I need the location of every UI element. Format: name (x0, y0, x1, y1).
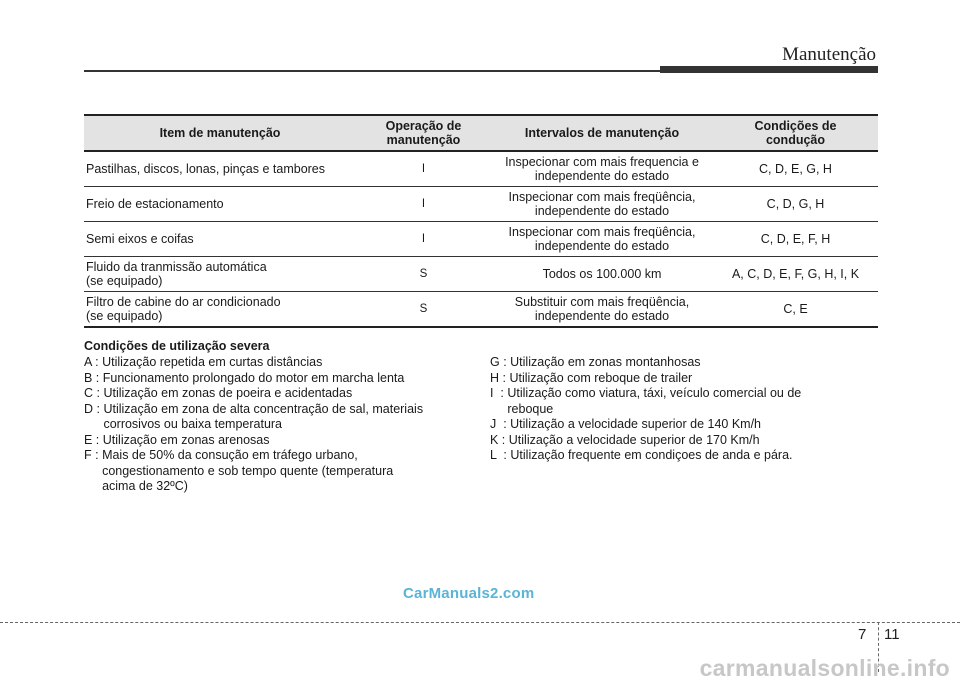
cell-item: Semi eixos e coifas (84, 222, 356, 257)
cell-item: Pastilhas, discos, lonas, pinças e tambores (84, 151, 356, 187)
condition-letter: I : (490, 386, 508, 400)
table-row (84, 222, 878, 257)
condition-item (490, 386, 880, 417)
condition-text: Utilização em zonas de poeira e acidentadas (103, 386, 353, 400)
condition-item (490, 448, 880, 464)
condition-item (490, 433, 880, 449)
cell-interval: Inspecionar com mais freqüência, independente do estado (491, 222, 713, 257)
condition-text: Utilização a velocidade superior de 140 Km/h (510, 417, 761, 431)
condition-text: Utilização com reboque de trailer (509, 370, 693, 385)
condition-text: Utilização como viatura, táxi, veículo comercial ou de reboque (507, 386, 802, 416)
header-rule-thick (660, 66, 878, 73)
condition-item (490, 355, 880, 371)
condition-text: Utilização em zona de alta concentração de sal, materiais corrosivos ou baixa temperatura (103, 401, 424, 431)
cell-conditions: C, D, E, G, H (713, 151, 878, 187)
cell-conditions: C, D, E, F, H (713, 222, 878, 257)
condition-letter: B : (84, 370, 103, 385)
condition-text: Utilização frequente em condiçoes de anda e pára. (510, 448, 793, 462)
condition-text: Utilização em zonas arenosas (102, 432, 270, 447)
severe-conditions-title: Condições de utilização severa (84, 339, 270, 353)
header-operation: Operação de manutenção (356, 115, 491, 151)
header-rule-thin (84, 70, 660, 72)
condition-text: Utilização em zonas montanhosas (510, 355, 701, 369)
condition-letter: E : (84, 432, 103, 447)
cell-operation: I (356, 222, 491, 257)
condition-letter: H : (490, 370, 510, 385)
conditions-list-right (490, 355, 880, 464)
condition-text: Utilização a velocidade superior de 170 Km/h (508, 432, 760, 447)
condition-item (84, 386, 479, 402)
condition-letter: D : (84, 401, 104, 416)
cell-conditions: C, D, G, H (713, 187, 878, 222)
cell-interval: Inspecionar com mais freqüência, independente do estado (491, 187, 713, 222)
cell-item: Freio de estacionamento (84, 187, 356, 222)
cell-interval: Todos os 100.000 km (491, 257, 713, 292)
condition-letter: F : (84, 448, 103, 462)
cell-operation: S (356, 292, 491, 328)
header-conditions: Condições de condução (713, 115, 878, 151)
condition-item (84, 433, 479, 449)
condition-item (490, 371, 880, 387)
condition-letter: A : (84, 355, 103, 369)
cell-conditions: A, C, D, E, F, G, H, I, K (713, 257, 878, 292)
cell-item: Fluido da tranmissão automática (se equipado) (84, 257, 356, 292)
cell-interval: Inspecionar com mais frequencia e independente do estado (491, 151, 713, 187)
page-number: 11 (884, 626, 900, 643)
condition-letter: G : (490, 355, 511, 369)
table-row (84, 187, 878, 222)
table-row (84, 151, 878, 187)
chapter-number: 7 (858, 626, 867, 643)
condition-text: Mais de 50% da consução em tráfego urbano, congestionamento e sob tempo quente (temperatura acima de 32ºC) (102, 448, 394, 493)
condition-text: Funcionamento prolongado do motor em marcha lenta (102, 370, 405, 385)
condition-item (84, 355, 479, 371)
condition-letter: K : (490, 432, 509, 447)
header-item: Item de manutenção (84, 115, 356, 151)
header-interval: Intervalos de manutenção (491, 115, 713, 151)
footer-dashed-rule (0, 622, 960, 623)
condition-item (84, 448, 479, 495)
condition-letter: C : (84, 386, 104, 400)
watermark-carmanuals2[interactable]: CarManuals2.com (403, 585, 535, 602)
cell-conditions: C, E (713, 292, 878, 328)
table-row (84, 292, 878, 328)
condition-item (84, 402, 479, 433)
cell-operation: I (356, 187, 491, 222)
table-header-row (84, 115, 878, 151)
condition-item (84, 371, 479, 387)
table-row (84, 257, 878, 292)
condition-item (490, 417, 880, 433)
page-header-title: Manutenção (782, 44, 876, 65)
condition-letter: J : (490, 417, 511, 431)
condition-text: Utilização repetida em curtas distâncias (102, 355, 323, 369)
cell-interval: Substituir com mais freqüência, independente do estado (491, 292, 713, 328)
maintenance-table (84, 114, 878, 328)
cell-item: Filtro de cabine do ar condicionado (se equipado) (84, 292, 356, 328)
cell-operation: I (356, 151, 491, 187)
watermark-carmanualsonline[interactable]: carmanualsonline.info (699, 655, 950, 681)
conditions-list-left (84, 355, 479, 495)
cell-operation: S (356, 257, 491, 292)
condition-letter: L : (490, 448, 511, 462)
